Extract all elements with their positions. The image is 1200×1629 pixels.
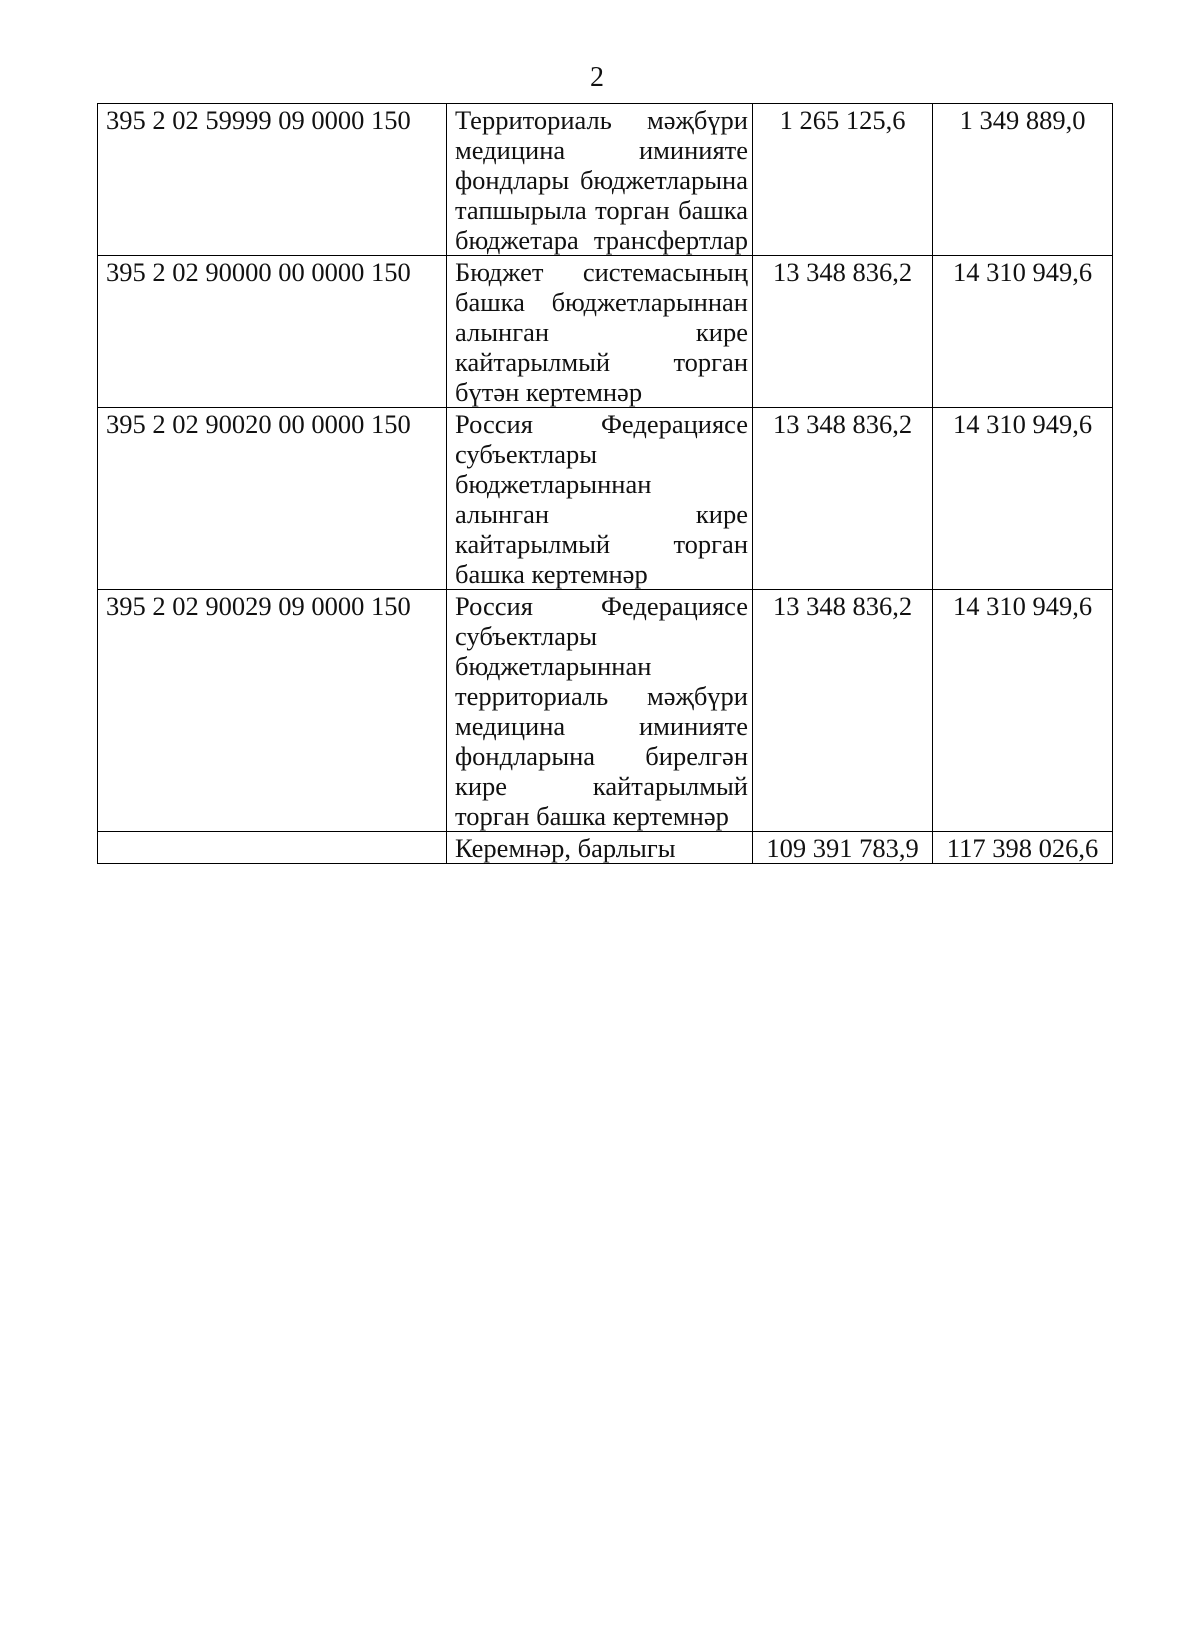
description-word: торган (673, 347, 748, 377)
description-line (455, 165, 748, 195)
description-line (455, 409, 748, 439)
description-word: Россия (455, 409, 533, 439)
description-line (455, 741, 748, 771)
description-word: медицина (455, 135, 566, 165)
total-value-cell-2: 117 398 026,6 (933, 832, 1113, 864)
total-code-cell (98, 832, 447, 864)
value-cell-2: 1 349 889,0 (933, 104, 1113, 256)
description-word: иминияте (638, 711, 748, 741)
value-cell-1: 13 348 836,2 (753, 256, 933, 408)
description-line (455, 681, 748, 711)
value-cell-1: 13 348 836,2 (753, 590, 933, 832)
value-cell-2: 14 310 949,6 (933, 256, 1113, 408)
description-word: башка (455, 287, 525, 317)
table-row (98, 408, 1113, 590)
description-word: территориаль (455, 681, 609, 711)
description-line (455, 347, 748, 377)
description-word: кайтарылмый (592, 771, 748, 801)
budget-code-cell: 395 2 02 59999 09 0000 150 (98, 104, 447, 256)
description-word: трансфертлар (593, 225, 748, 255)
description-cell (447, 104, 753, 256)
budget-code-cell: 395 2 02 90020 00 0000 150 (98, 408, 447, 590)
total-label: Керемнәр, барлыгы (455, 833, 676, 863)
description-line (455, 529, 748, 559)
description-line (455, 135, 748, 165)
description-word: системасының (582, 257, 748, 287)
description-word: кайтарылмый (455, 347, 611, 377)
description-word: иминияте (638, 135, 748, 165)
description-cell (447, 590, 753, 832)
value-cell-1: 1 265 125,6 (753, 104, 933, 256)
description-cell (447, 256, 753, 408)
description-word: Территориаль (455, 105, 612, 135)
description-line: башка кертемнәр (455, 559, 648, 589)
description-word: кире (695, 317, 748, 347)
description-line (455, 591, 748, 621)
description-word: Федерациясе (600, 409, 748, 439)
total-value-cell-1: 109 391 783,9 (753, 832, 933, 864)
description-word: бюджетара (455, 225, 579, 255)
description-line (455, 711, 748, 741)
description-word: кире (695, 499, 748, 529)
description-word: медицина (455, 711, 566, 741)
table-row (98, 104, 1113, 256)
description-line: бюджетларыннан (455, 469, 652, 499)
page-number: 2 (590, 62, 604, 93)
value-cell-1: 13 348 836,2 (753, 408, 933, 590)
description-line (455, 317, 748, 347)
description-word: бюджетларыннан (551, 287, 748, 317)
description-word: Бюджет (455, 257, 544, 287)
description-word: Россия (455, 591, 533, 621)
description-line (455, 105, 748, 135)
description-word: тапшырыла (455, 195, 587, 225)
description-word: торган (595, 195, 670, 225)
description-line: бүтән кертемнәр (455, 377, 643, 407)
description-cell (447, 408, 753, 590)
budget-code-cell: 395 2 02 90029 09 0000 150 (98, 590, 447, 832)
description-word: алынган (455, 317, 550, 347)
description-line: торган башка кертемнәр (455, 801, 729, 831)
description-word: башка (678, 195, 748, 225)
table-row (98, 590, 1113, 832)
description-word: бюджетларына (579, 165, 748, 195)
description-line (455, 195, 748, 225)
total-row (98, 832, 1113, 864)
description-line: бюджетларыннан (455, 651, 652, 681)
description-line (455, 225, 748, 255)
description-line (455, 257, 748, 287)
table-row (98, 256, 1113, 408)
description-line: субъектлары (455, 439, 598, 469)
description-line (455, 287, 748, 317)
description-word: фондларына (455, 741, 596, 771)
description-word: мәҗбүри (646, 105, 748, 135)
value-cell-2: 14 310 949,6 (933, 590, 1113, 832)
description-word: мәҗбүри (646, 681, 748, 711)
description-word: торган (673, 529, 748, 559)
description-word: кайтарылмый (455, 529, 611, 559)
description-word: кире (455, 771, 508, 801)
revenue-table (97, 103, 1113, 864)
description-line (455, 771, 748, 801)
budget-code-cell: 395 2 02 90000 00 0000 150 (98, 256, 447, 408)
description-word: фондлары (455, 165, 570, 195)
description-word: бирелгән (645, 741, 748, 771)
total-label-cell (447, 832, 753, 864)
description-word: алынган (455, 499, 550, 529)
description-line (455, 499, 748, 529)
value-cell-2: 14 310 949,6 (933, 408, 1113, 590)
description-word: Федерациясе (600, 591, 748, 621)
description-line: субъектлары (455, 621, 598, 651)
